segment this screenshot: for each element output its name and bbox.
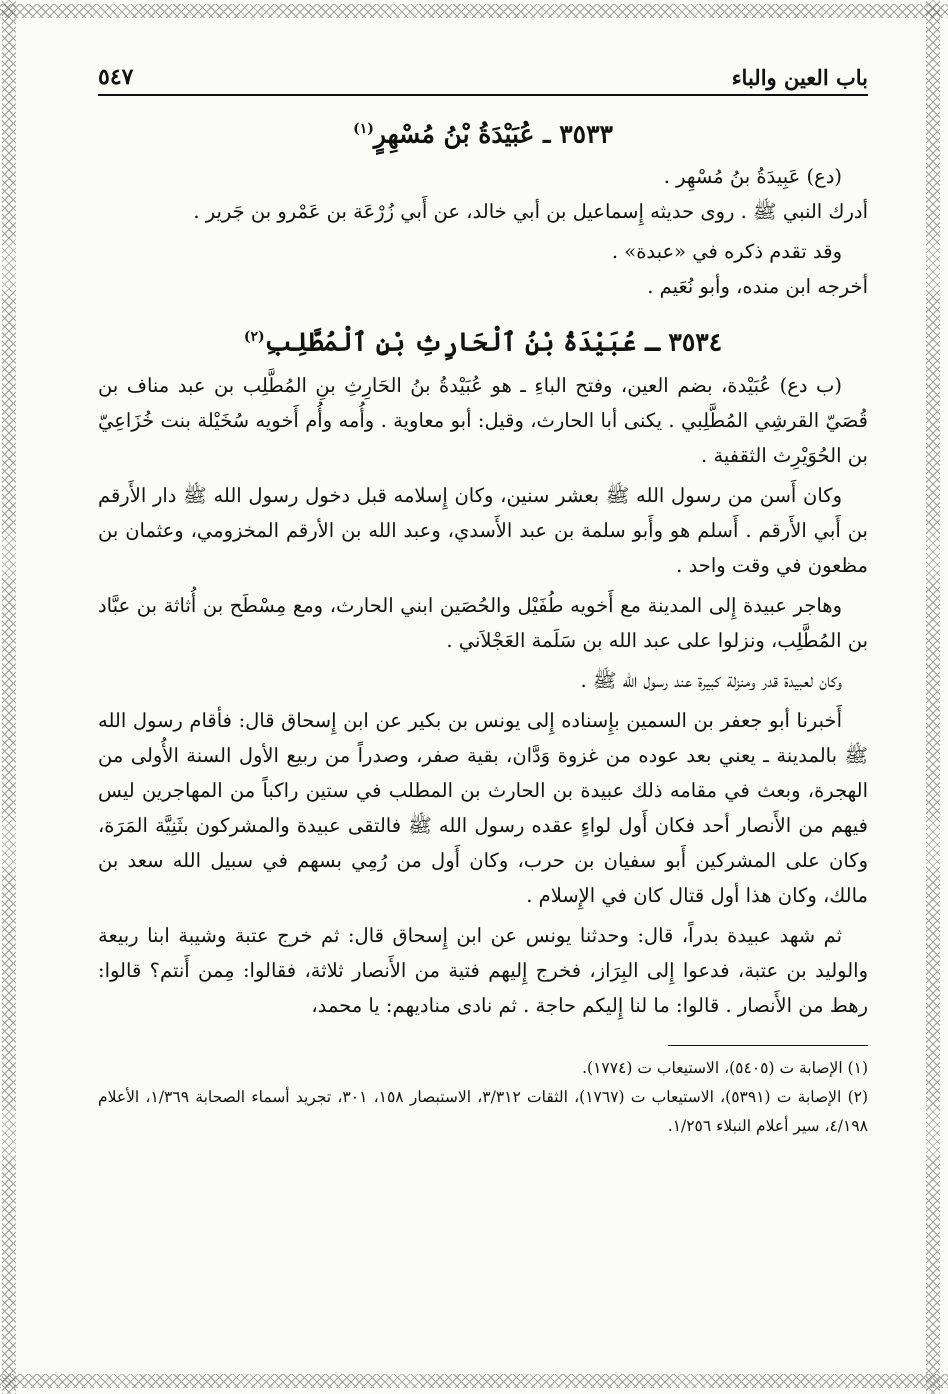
decorative-border-left — [2, 0, 16, 1394]
decorative-border-right — [926, 0, 940, 1394]
footnote-divider — [668, 1045, 868, 1046]
paragraph: أدرك النبي ﷺ . روى حديثه إِسماعيل بن أبي خالد، عن أَبي زُرْعَة بن عَمْرو بن جَرير . — [193, 200, 868, 224]
entry-title-text: ٣٥٣٤ ـ عُبَيْدَةُ بْنُ ٱلْحَارِثِ بْنِ ٱلْمُطَّلِبِ — [264, 327, 723, 357]
running-title: باب العين والباء — [731, 65, 868, 90]
paragraph: أَخبرنا أبو جعفر بن السمين بإِسناده إِلى يونس بن بكير عن ابن إِسحاق قال: فأقام رسول الله ﷺ بالمدينة ـ يعني بعد عوده من غزوة وَدَّان، بقية صفر، وصدراً من ربيع الأول السنة الأُولى من الهجرة، وبعث في مقامه ذلك عبيدة بن الحارث بن المطلب في ستين راكباً من المهاجرين ليس فيهم من الأَنصار أحد فكان أَول لواءٍ عقده رسول الله ﷺ فالتقى عبيدة والمشركون بثَنِيَّة المَرَة، وكان على المشركين أَبو سفيان بن حرب، وكان أَول من رُمِي بسهم في سبيل الله سعد بن مالك، وكان هذا أول قتال كان في الإِسلام . — [98, 708, 868, 907]
book-page — [98, 58, 868, 1141]
page-header — [98, 58, 868, 96]
footnote-1: (١) الإصابة ت (٥٤٠٥)، الاستيعاب ت (١٧٧٤). — [582, 1058, 868, 1077]
paragraph: أخرجه ابن منده، وأبو نُعَيم . — [647, 275, 868, 299]
entry-title-text: ٣٥٣٣ ـ عُبَيْدَةُ بْنُ مُسْهِرٍ — [373, 119, 613, 149]
paragraph: وهاجر عبيدة إِلى المدينة مع أَخويه طُفَيْل والحُصَين ابني الحارث، ومع مِسْطَح بن أُثاثة بن عبَّاد بن المُطَّلِب، ونزلوا على عبد الله بن سَلَمة العَجْلاَني . — [98, 593, 868, 652]
page-number: ٥٤٧ — [98, 64, 134, 90]
paragraph: وكان لعبيدة قدر ومنزلة كبيرة عند رسول الله ﷺ . — [580, 668, 842, 692]
footnote-marker: (٢) — [243, 329, 265, 346]
paragraph: وكان أَسن من رسول الله ﷺ بعشر سنين، وكان إِسلامه قبل دخول رسول الله ﷺ دار الأَرقم بن أَبي الأَرقم . أَسلم هو وأَبو سلمة بن عبد الأَسدي، وعبد الله بن الأرقم المخزومي، وعثمان بن مظعون في وقت واحد . — [98, 483, 868, 577]
footnote-2: (٢) الإصابة ت (٥٣٩١)، الاستيعاب ت (١٧٦٧)، الثقات ٣/٣١٢، الاستبصار ١٥٨، ٣٠١، تجريد أسماء الصحابة ١/٣٦٩، الأعلام ٤/١٩٨، سير أعلام النبلاء ١/٢٥٦. — [98, 1087, 869, 1135]
entry-title-3533 — [98, 112, 868, 151]
footnote-marker: (١) — [353, 121, 374, 137]
paragraph: ثم شهد عبيدة بدراً، قال: وحدثنا يونس عن ابن إِسحاق قال: ثم خرج عتبة وشيبة ابنا ربيعة والوليد بن عتبة، فدعوا إِلى البِرَاز، فخرج إِليهم فتية من الأَنصار ثلاثة، فقالوا: مِمن أَنتم؟ قالوا: رهط من الأَنصار . قالوا: ما لنا إِليكم حاجة . ثم نادى مناديهم: يا محمد، — [98, 923, 868, 1017]
entry-title-3534 — [98, 320, 868, 359]
paragraph: (ب دع) عُبَيْدة، بضم العين، وفتح الباءِ ـ هو عُبَيْدةُ بنُ الحَارِثِ بنِ المُطَّلِب بن عبد مناف بن قُصَيّ القرشِي المُطَّلِبي . يكنى أبا الحارث، وقيل: أبو معاوية . وأُمه وأُم أَخويه سُخَيْلة بنت خُزَاعِيّ بن الحُوَيْرِث الثقفية . — [98, 373, 868, 467]
paragraph: (دع) عَبِيدَةُ بنُ مُسْهِر . — [663, 165, 842, 189]
decorative-border-top — [0, 4, 948, 18]
paragraph: وقد تقدم ذكره في «عبدة» . — [611, 240, 842, 264]
decorative-border-bottom — [0, 1374, 948, 1388]
